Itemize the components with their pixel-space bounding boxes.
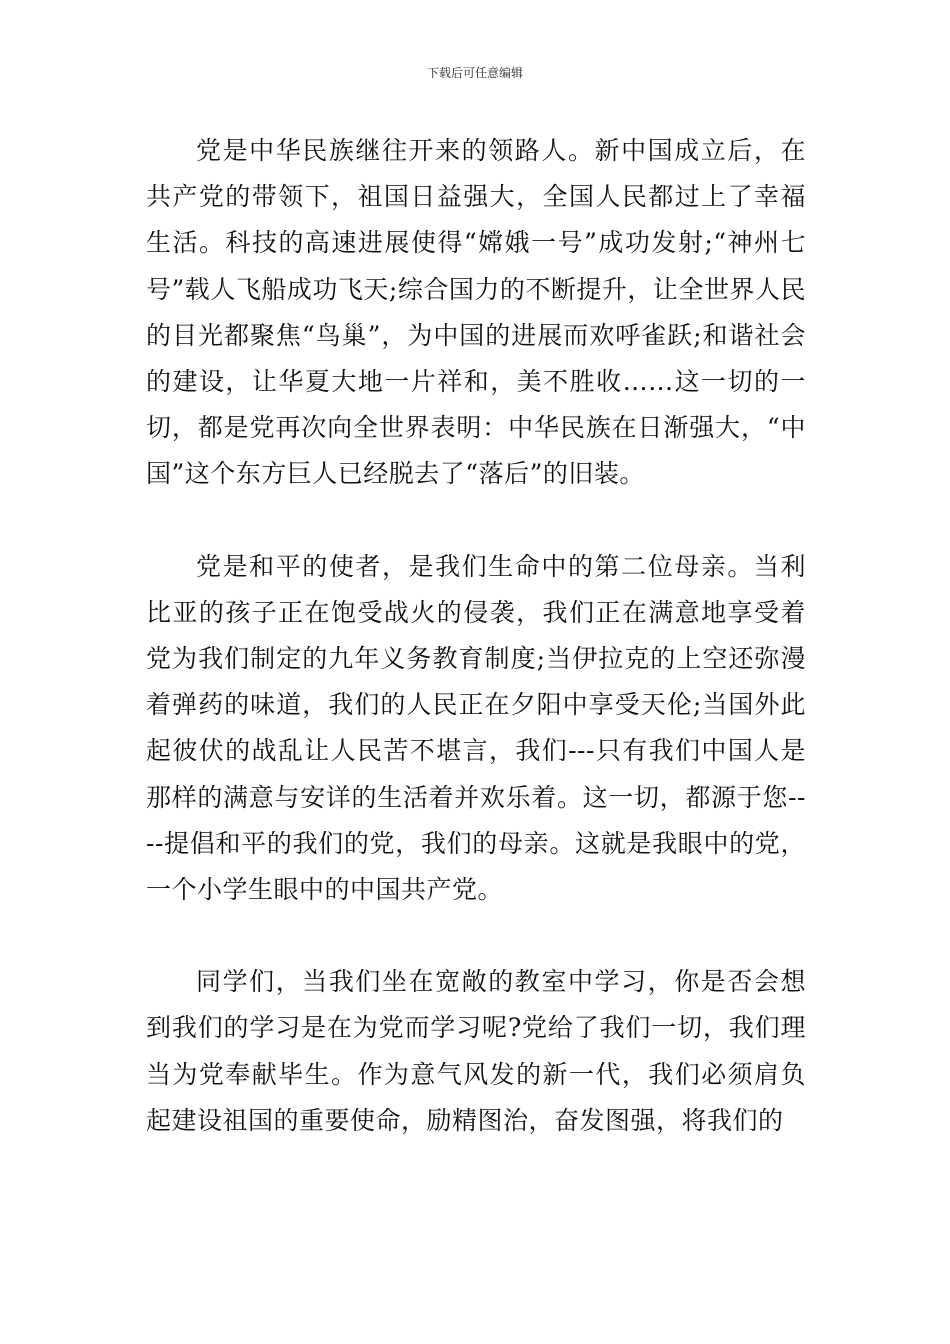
paragraph-3: 同学们，当我们坐在宽敞的教室中学习，你是否会想到我们的学习是在为党而学习呢?党给了我们一切，我们理当为党奉献毕生。作为意气风发的新一代，我们必须肩负起建设祖国的重要使命，励精图治，奋发图强，将我们的 [146,967,806,1135]
paragraph-2: 党是和平的使者，是我们生命中的第二位母亲。当利比亚的孩子正在饱受战火的侵袭，我们正在满意地享受着党为我们制定的九年义务教育制度;当伊拉克的上空还弥漫着弹药的味道，我们的人民正在夕阳中享受天伦;当国外此起彼伏的战乱让人民苦不堪言，我们---只有我们中国人是那样的满意与安详的生活着并欢乐着。这一切，都源于您----提倡和平的我们的党，我们的母亲。这就是我眼中的党，一个小学生眼中的中国共产党。 [146,551,806,905]
header-note: 下载后可任意编辑 [426,66,523,80]
document-body [146,128,806,1144]
paragraph-1: 党是中华民族继往开来的领路人。新中国成立后，在共产党的带领下，祖国日益强大，全国人民都过上了幸福生活。科技的高速进展使得“嫦娥一号”成功发射;“神州七号”载人飞船成功飞天;综合国力的不断提升，让全世界人民的目光都聚焦“鸟巢”，为中国的进展而欢呼雀跃;和谐社会的建设，让华夏大地一片祥和，美不胜收……这一切的一切，都是党再次向全世界表明：中华民族在日渐强大，“中国”这个东方巨人已经脱去了“落后”的旧装。 [146,136,806,489]
